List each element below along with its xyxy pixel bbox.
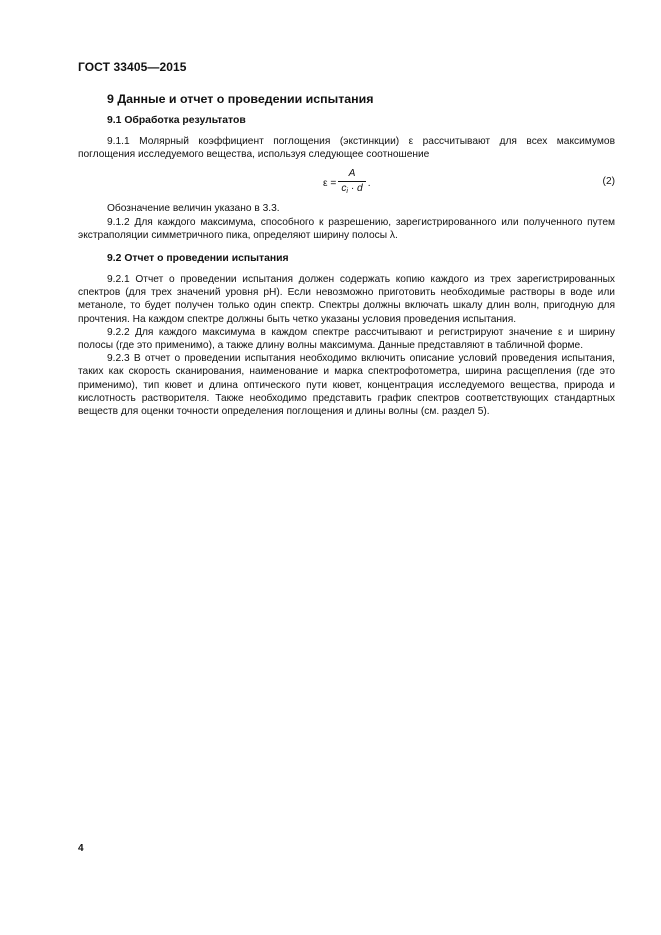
paragraph-9-2-1: 9.2.1 Отчет о проведении испытания должен содержать копию каждого из трех зарегистрированных спектров (для трех значений уровня pH). Если невозможно приготовить необходимые растворы в воде или метаноле, то будет получен только один спектр. Спектры должны включать шкалу длин волн, пригодную для прочтения. На каждом спектре должны быть четко указаны условия проведения испытания. bbox=[78, 274, 615, 325]
formula-den-c: c bbox=[341, 183, 347, 195]
formula-fraction bbox=[338, 168, 365, 198]
formula-expression bbox=[323, 166, 371, 200]
formula-number: (2) bbox=[602, 176, 615, 188]
paragraph-9-2-3: 9.2.3 В отчет о проведении испытания необходимо включить описание условий проведения испытания, таких как скорость сканирования, наименование и марка спектрофотометра, ширина расщепления (где это применимо), тип кювет и длина оптического пути кювет, концентрация исследуемого вещества, природа и кислотность растворителя. Также необходимо представить график спектров соответствующих стандартных веществ для оценки точности определения поглощения и длины волны (см. раздел 5). bbox=[78, 353, 615, 418]
paragraph-notation: Обозначение величин указано в 3.3. bbox=[107, 203, 280, 215]
document-code-header: ГОСТ 33405—2015 bbox=[78, 60, 187, 74]
subsection-9-1-title: 9.1 Обработка результатов bbox=[107, 115, 246, 126]
formula-numerator: A bbox=[348, 168, 356, 180]
paragraph-9-1-1: 9.1.1 Молярный коэффициент поглощения (экстинкции) ε рассчитывают для всех максимумов поглощения исследуемого вещества, используя следующее соотношение bbox=[78, 136, 615, 161]
formula-lhs: ε = bbox=[323, 177, 337, 189]
formula-denominator bbox=[338, 181, 365, 198]
section-9-title: 9 Данные и отчет о проведении испытания bbox=[107, 92, 374, 106]
page-number: 4 bbox=[78, 843, 84, 854]
page-content bbox=[78, 92, 615, 418]
formula-den-rest: · d bbox=[347, 183, 363, 195]
paragraph-9-2-2: 9.2.2 Для каждого максимума в каждом спектре рассчитывают и регистрируют значение ε и ширину полосы (где это применимо), а также длину волны максимума. Данные представляют в табличной форме. bbox=[78, 326, 615, 352]
formula-den-subscript: i bbox=[346, 188, 348, 196]
paragraph-9-1-2: 9.1.2 Для каждого максимума, способного к разрешению, зарегистрированного или полученного путем экстраполяции симметричного пика, определяют ширину полосы λ. bbox=[78, 216, 615, 241]
subsection-9-2-title: 9.2 Отчет о проведении испытания bbox=[107, 253, 289, 265]
formula-suffix: . bbox=[367, 177, 371, 189]
formula-2 bbox=[78, 166, 615, 202]
